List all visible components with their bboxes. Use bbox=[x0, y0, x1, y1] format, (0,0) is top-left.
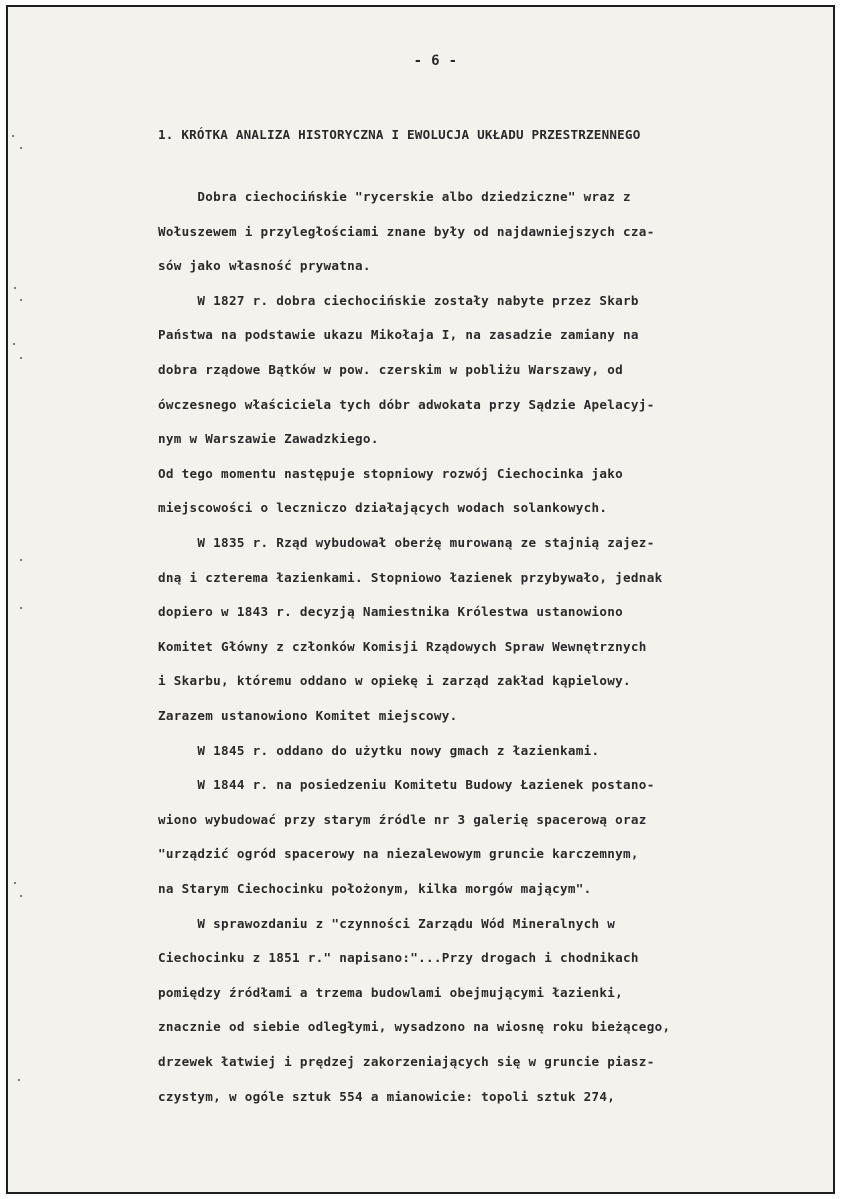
text-line: W sprawozdaniu z "czynności Zarządu Wód Mineralnych w bbox=[158, 915, 616, 931]
text-line: pomiędzy źródłami a trzema budowlami obejmującymi łazienki, bbox=[158, 984, 624, 1000]
text-line: W 1844 r. na posiedzeniu Komitetu Budowy Łazienek postano- bbox=[158, 777, 655, 793]
text-line: Państwa na podstawie ukazu Mikołaja I, na zasadzie zamiany na bbox=[158, 327, 639, 343]
margin-mark bbox=[20, 299, 22, 301]
text-line: i Skarbu, któremu oddano w opiekę i zarząd zakład kąpielowy. bbox=[158, 673, 631, 689]
text-line: dną i czterema łazienkami. Stopniowo łazienek przybywało, jednak bbox=[158, 569, 663, 585]
text-line: sów jako własność prywatna. bbox=[158, 258, 371, 274]
margin-mark bbox=[20, 607, 22, 609]
text-line: dobra rządowe Bątków w pow. czerskim w pobliżu Warszawy, od bbox=[158, 362, 624, 377]
text-line: W 1845 r. oddano do użytku nowy gmach z łazienkami. bbox=[158, 742, 600, 758]
margin-mark bbox=[20, 357, 22, 359]
text-line: Zarazem ustanowiono Komitet miejscowy. bbox=[158, 708, 458, 723]
margin-mark bbox=[18, 1079, 20, 1081]
margin-mark bbox=[13, 343, 15, 345]
text-line: miejscowości o leczniczo działających wodach solankowych. bbox=[158, 500, 608, 516]
margin-mark bbox=[14, 287, 16, 289]
text-line: czystym, w ogóle sztuk 554 a mianowicie: topoli sztuk 274, bbox=[158, 1088, 616, 1104]
text-line: na Starym Ciechocinku położonym, kilka morgów mającym". bbox=[158, 881, 592, 896]
text-line: "urządzić ogród spacerowy na niezalewowym gruncie karczemnym, bbox=[158, 846, 639, 862]
margin-mark bbox=[20, 559, 22, 561]
margin-mark bbox=[14, 882, 16, 884]
text-line: znacznie od siebie odległymi, wysadzono na wiosnę roku bieżącego, bbox=[158, 1019, 671, 1035]
text-line: W 1835 r. Rząd wybudował oberżę murowaną ze stajnią zajez- bbox=[158, 535, 655, 550]
margin-mark bbox=[20, 895, 22, 897]
text-line: Komitet Główny z członków Komisji Rządowych Spraw Wewnętrznych bbox=[158, 638, 647, 654]
text-line: dopiero w 1843 r. decyzją Namiestnika Królestwa ustanowiono bbox=[158, 604, 624, 620]
margin-mark bbox=[12, 135, 14, 137]
text-line: Dobra ciechocińskie "rycerskie albo dziedziczne" wraz z bbox=[158, 189, 631, 204]
text-line: ówczesnego właściciela tych dóbr adwokata przy Sądzie Apelacyj- bbox=[158, 396, 655, 412]
section-heading: 1. KRÓTKA ANALIZA HISTORYCZNA I EWOLUCJA UKŁADU PRZESTRZENNEGO bbox=[158, 127, 641, 142]
text-line: nym w Warszawie Zawadzkiego. bbox=[158, 431, 379, 447]
text-line: Od tego momentu następuje stopniowy rozwój Ciechocinka jako bbox=[158, 465, 624, 481]
text-line: Wołuszewem i przyległościami znane były od najdawniejszych cza- bbox=[158, 223, 655, 239]
page-number: - 6 - bbox=[413, 53, 458, 69]
text-line: drzewek łatwiej i prędzej zakorzeniających się w gruncie piasz- bbox=[158, 1054, 655, 1069]
text-line: wiono wybudować przy starym źródle nr 3 galerię spacerową oraz bbox=[158, 811, 647, 827]
text-line: Ciechocinku z 1851 r." napisano:"...Przy drogach i chodnikach bbox=[158, 950, 639, 966]
text-line: W 1827 r. dobra ciechocińskie zostały nabyte przez Skarb bbox=[158, 292, 639, 308]
document-page bbox=[6, 5, 835, 1194]
margin-mark bbox=[20, 147, 22, 149]
